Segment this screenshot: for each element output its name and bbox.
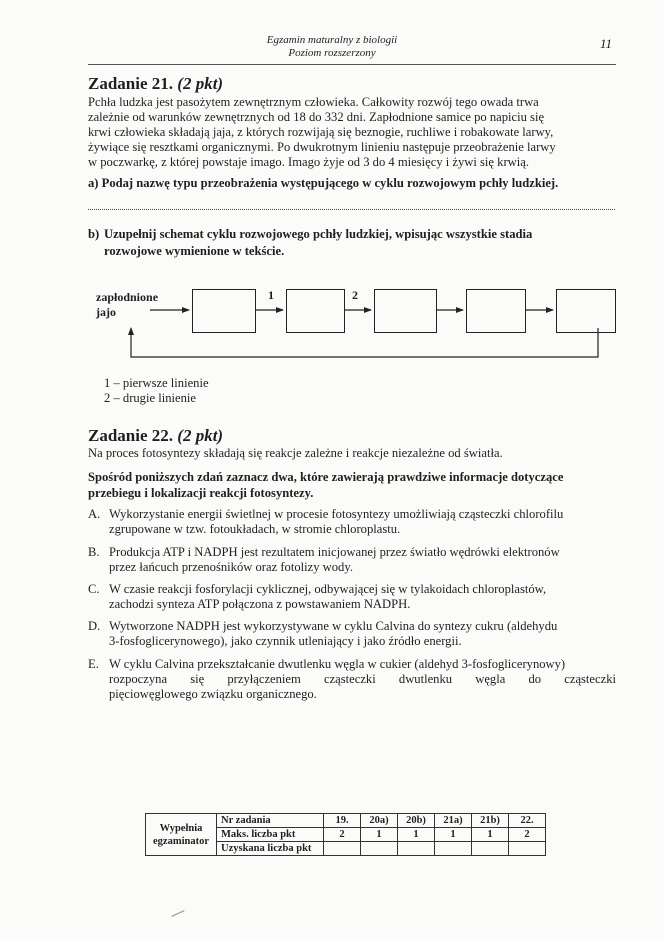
task-number-cell: 20b) <box>398 814 435 828</box>
option-line: zgrupowane w tzw. fotoukładach, w stromie chloroplastu. <box>109 522 401 536</box>
option-b[interactable] <box>88 545 616 575</box>
question-b-line: rozwojowe wymienione w tekście. <box>104 244 285 258</box>
option-line: W czasie reakcji fosforylacji cyklicznej, odbywającej się w tylakoidach chloroplastów, <box>109 582 547 596</box>
examiner-label <box>146 814 217 856</box>
task22-intro: Na proces fotosyntezy składają się reakcje zależne i reakcje niezależne od światła. <box>88 446 503 460</box>
task21-number: Zadanie 21. <box>88 74 174 93</box>
exam-title: Egzamin maturalny z biologii <box>266 34 398 46</box>
score-cell[interactable] <box>472 842 509 856</box>
molt-marker-2: 2 <box>352 288 358 302</box>
option-letter: D. <box>88 619 101 633</box>
option-line: Produkcja ATP i NADPH jest rezultatem inicjowanej przez światło wędrówki elektronów <box>109 545 560 559</box>
stage-box-1[interactable] <box>192 289 256 333</box>
molt-marker-1: 1 <box>268 288 274 302</box>
option-line: Wytworzone NADPH jest wykorzystywane w cyklu Calvina do syntezy cukru (aldehydu <box>109 619 558 633</box>
option-letter: B. <box>88 545 100 559</box>
max-points-cell: 2 <box>509 828 546 842</box>
start-stage-line: jajo <box>96 305 116 319</box>
score-cell[interactable] <box>435 842 472 856</box>
task21-question-a: a) Podaj nazwę typu przeobrażenia występującego w cyklu rozwojowym pchły ludzkiej. <box>88 176 559 190</box>
task22-number: Zadanie 22. <box>88 426 174 445</box>
instruction-line: Spośród poniższych zdań zaznacz dwa, które zawierają prawdziwe informacje dotyczące <box>88 470 564 484</box>
task21-text <box>88 95 616 170</box>
question-b-text <box>104 226 616 260</box>
score-cell[interactable] <box>324 842 361 856</box>
exam-level: Poziom rozszerzony <box>288 47 376 59</box>
task21-title <box>88 74 223 94</box>
row-header: Nr zadania <box>217 814 324 828</box>
task21-line: zależnie od warunków zewnętrznych od 18 do 332 dni. Zapłodnione samice po napiciu się <box>88 110 545 124</box>
task-number-cell: 21a) <box>435 814 472 828</box>
option-text <box>109 507 616 537</box>
option-letter: C. <box>88 582 100 596</box>
question-b-label: b) <box>88 227 100 241</box>
max-points-cell: 1 <box>435 828 472 842</box>
option-line: zachodzi synteza ATP połączona z powstawaniem NADPH. <box>109 597 411 611</box>
option-e[interactable] <box>88 657 616 703</box>
page-number: 11 <box>600 36 613 51</box>
option-line: 3-fosfoglicerynowego), jako czynnik utleniający i jako źródło energii. <box>109 634 462 648</box>
option-line: pięciowęglowego związku organicznego. <box>109 687 317 701</box>
task21-line: Pchła ludzka jest pasożytem zewnętrznym człowieka. Całkowity rozwój tego owada trwa <box>88 95 539 109</box>
task22-title <box>88 426 223 446</box>
page-header <box>0 34 664 60</box>
option-line: rozpoczyna się przyłączeniem cząsteczki dwutlenku węgla do cząsteczki <box>109 672 616 686</box>
table-row <box>146 814 546 828</box>
question-b-line: Uzupełnij schemat cyklu rozwojowego pchły ludzkiej, wpisując wszystkie stadia <box>104 227 533 241</box>
option-line: przez łańcuch przenośników oraz fotolizy wody. <box>109 560 353 574</box>
task21-line: w poczwarkę, z której powstaje imago. Imago żyje od 3 do 4 miesięcy i żywi się krwią. <box>88 155 529 169</box>
task-number-cell: 22. <box>509 814 546 828</box>
start-stage-line: zapłodnione <box>96 290 159 304</box>
option-text <box>109 545 616 575</box>
max-points-cell: 1 <box>361 828 398 842</box>
score-cell[interactable] <box>398 842 435 856</box>
examiner-label-line: Wypełnia <box>159 822 203 834</box>
task-number-cell: 20a) <box>361 814 398 828</box>
answer-line-a[interactable] <box>88 209 615 210</box>
max-points-cell: 1 <box>472 828 509 842</box>
stage-box-2[interactable] <box>286 289 345 333</box>
row-header: Uzyskana liczba pkt <box>217 842 324 856</box>
task-number-cell: 19. <box>324 814 361 828</box>
header-rule <box>88 64 616 65</box>
option-letter: A. <box>88 507 101 521</box>
task21-line: żywiące się resztkami organicznymi. Po dwukrotnym linieniu następuje przeobrażenie larwy <box>88 140 556 154</box>
stage-box-5[interactable] <box>556 289 616 333</box>
task22-points: (2 pkt) <box>177 426 224 445</box>
option-d[interactable] <box>88 619 616 649</box>
pencil-mark <box>171 910 184 917</box>
task21-points: (2 pkt) <box>177 74 224 93</box>
instruction-line: przebiegu i lokalizacji reakcji fotosyntezy. <box>88 486 314 500</box>
stage-box-4[interactable] <box>466 289 526 333</box>
task21-line: krwi człowieka składają jaja, z których rozwijają się beznogie, ruchliwe i robakowate larwy, <box>88 125 554 139</box>
option-line: Wykorzystanie energii świetlnej w procesie fotosyntezy umożliwiają cząsteczki chlorofilu <box>109 507 564 521</box>
option-a[interactable] <box>88 507 616 537</box>
stage-box-3[interactable] <box>374 289 437 333</box>
score-cell[interactable] <box>361 842 398 856</box>
option-text <box>109 657 616 702</box>
option-text <box>109 619 616 649</box>
max-points-cell: 2 <box>324 828 361 842</box>
legend-item: 2 – drugie linienie <box>104 391 196 405</box>
examiner-label-line: egzaminator <box>153 835 209 847</box>
option-letter: E. <box>88 657 99 671</box>
option-line: W cyklu Calvina przekształcanie dwutlenku węgla w cukier (aldehyd 3-fosfoglicerynowy) <box>109 657 566 671</box>
diagram-legend <box>104 376 209 406</box>
task21-question-b <box>88 226 616 260</box>
score-cell[interactable] <box>509 842 546 856</box>
legend-item: 1 – pierwsze linienie <box>104 376 209 390</box>
max-points-cell: 1 <box>398 828 435 842</box>
option-text <box>109 582 616 612</box>
examiner-score-table <box>145 813 546 856</box>
option-c[interactable] <box>88 582 616 612</box>
row-header: Maks. liczba pkt <box>217 828 324 842</box>
task22-instruction <box>88 469 616 501</box>
task-number-cell: 21b) <box>472 814 509 828</box>
